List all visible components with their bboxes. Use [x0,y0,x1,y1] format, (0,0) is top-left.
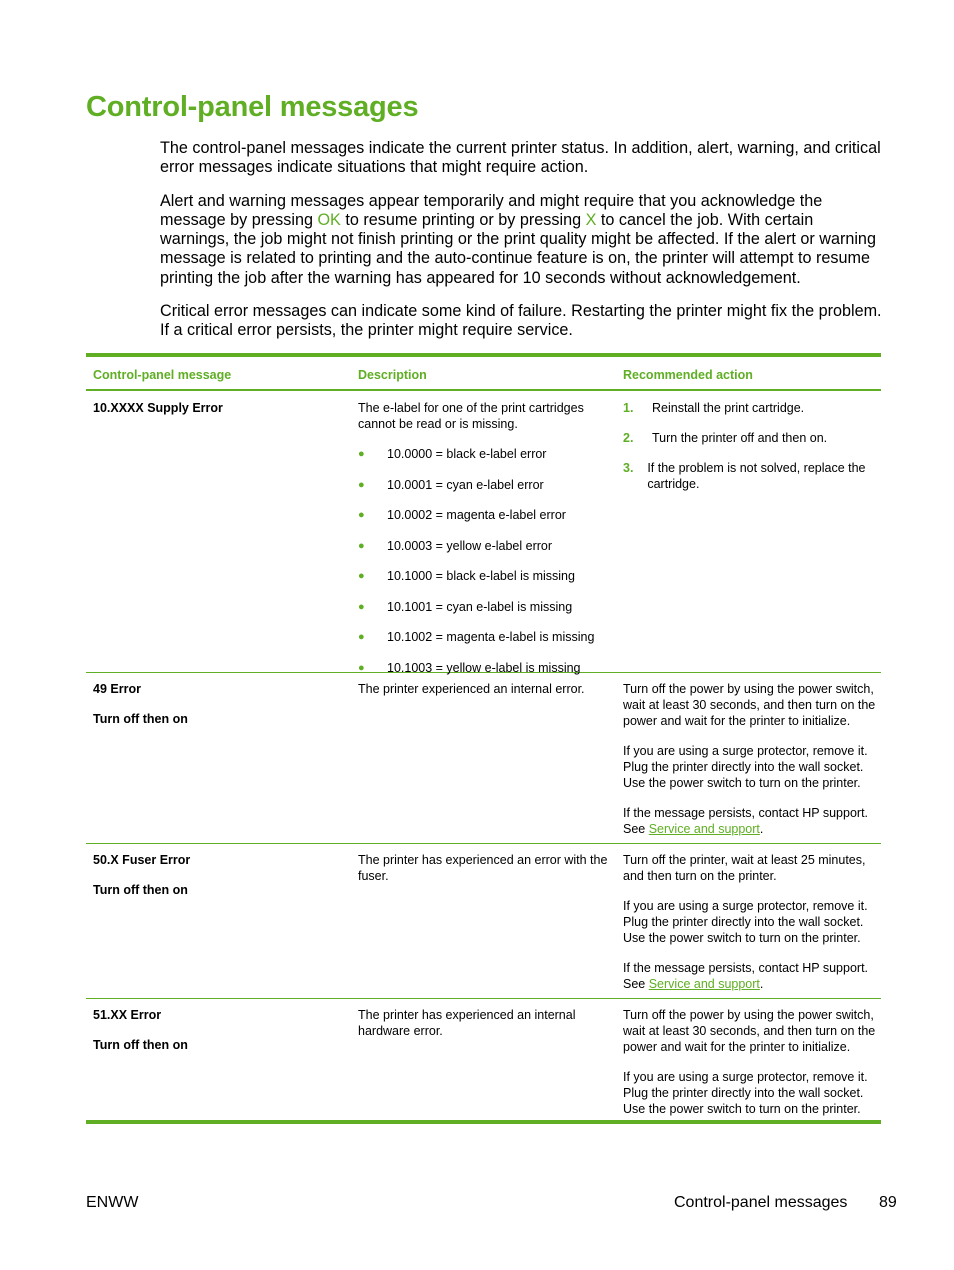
message-name: 51.XX Error [93,1008,162,1022]
table-row [86,844,881,998]
message-name: 50.X Fuser Error [93,853,191,867]
table-row [86,673,881,843]
list-item: ● 10.0002 = magenta e-label error [358,508,566,522]
message-sub: Turn off then on [93,883,188,897]
step-item: 3. If the problem is not solved, replace the cartridge. [623,461,866,491]
bullet-icon: ● [358,478,365,491]
bullet-icon: ● [358,539,365,552]
intro-paragraph-3: Critical error messages can indicate some kind of failure. Restarting the printer might fix the problem. If a critical error persists, the printer might require service. [160,302,882,340]
intro-text: to cancel the job. With certain warnings, the job might not finish printing or the print quality might be affected. If the alert or warning message is related to printing and the auto-continue feature is on, the printer will attempt to resume printing the job after the warning has appeared for 10 seconds without acknowledgement. [160,210,876,287]
table-row [86,999,881,1120]
bullet-icon: ● [358,600,365,613]
message-sub: Turn off then on [93,1038,188,1052]
message-sub: Turn off then on [93,712,188,726]
step-item: 1. Reinstall the print cartridge. [623,401,805,415]
list-item: ● 10.0003 = yellow e-label error [358,538,553,553]
list-item: ● 10.1000 = black e-label is missing [358,569,575,583]
message-name: 49 Error [93,682,141,696]
description: The printer experienced an internal error. [358,682,585,696]
action-text: If you are using a surge protector, remove it. Plug the printer directly into the wall socket. Use the power switch to turn on the printer. [623,899,868,945]
header-action: Recommended action [623,367,753,382]
ok-key: OK [317,210,341,229]
table-header [86,357,881,391]
list-item: ● 10.1001 = cyan e-label is missing [358,599,573,614]
footer-section: Control-panel messages [674,1194,848,1211]
messages-table [86,353,881,1124]
table-row [86,391,881,675]
service-support-link[interactable]: Service and support [648,977,760,991]
footer-left: ENWW [86,1194,139,1211]
page-title: Control-panel messages [86,91,419,123]
table-bottom-rule [86,1120,881,1124]
list-item: ● 10.0000 = black e-label error [358,447,547,461]
intro [160,139,885,355]
intro-text: to resume printing or by pressing [340,210,586,229]
step-item: 2. Turn the printer off and then on. [623,431,828,445]
page-number: 89 [879,1194,897,1211]
action-text: If the message persists, contact HP support. See Service and support. [623,961,869,991]
message-name: 10.XXXX Supply Error [93,401,223,415]
action-text: If the message persists, contact HP support. See Service and support. [623,806,869,836]
action-text: Turn off the power by using the power switch, wait at least 30 seconds, and then turn on the power and wait for the printer to initialize. [623,682,876,728]
action-text: If you are using a surge protector, remove it. Plug the printer directly into the wall socket. Use the power switch to turn on the printer. [623,744,868,790]
bullet-icon: ● [358,509,365,521]
list-item: ● 10.1003 = yellow e-label is missing [358,660,581,675]
intro-text: Alert and warning messages appear temporarily and might require that you acknowledge the message by pressing [160,191,823,229]
bullet-icon: ● [358,661,365,674]
list-item: ● 10.1002 = magenta e-label is missing [358,630,595,644]
action-text: Turn off the power by using the power switch, wait at least 30 seconds, and then turn on the power and wait for the printer to initialize. [623,1008,876,1054]
bullet-icon: ● [358,448,365,460]
bullet-icon: ● [358,570,365,582]
header-description: Description [358,367,427,382]
description: The e-label for one of the print cartridges cannot be read or is missing. [358,401,584,431]
action-text: Turn off the printer, wait at least 25 minutes, and then turn on the printer. [623,853,866,883]
intro-paragraph-1: The control-panel messages indicate the current printer status. In addition, alert, warning, and critical error messages indicate situations that might require action. [160,139,881,177]
bullet-icon: ● [358,631,365,643]
list-item: ● 10.0001 = cyan e-label error [358,477,544,492]
intro-paragraph-2 [160,192,885,288]
description: The printer has experienced an error with the fuser. [358,853,608,883]
cancel-key: X [585,210,597,229]
service-support-link[interactable]: Service and support [648,822,760,836]
description: The printer has experienced an internal hardware error. [358,1008,576,1038]
action-text: If you are using a surge protector, remove it. Plug the printer directly into the wall socket. Use the power switch to turn on the printer. [623,1070,868,1116]
header-message: Control-panel message [93,367,232,382]
